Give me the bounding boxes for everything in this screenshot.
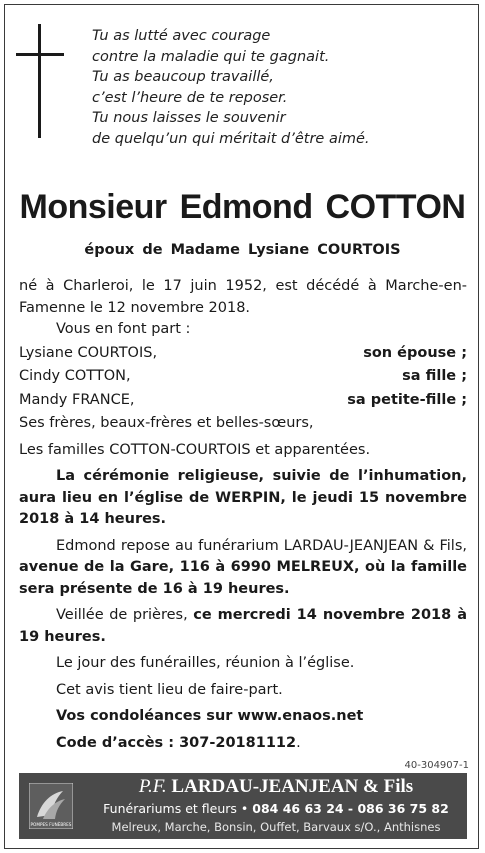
announce-text: Vous en font part :	[56, 321, 191, 337]
poem-line: Tu nous laisses le souvenir	[92, 110, 286, 126]
family-relation: sa petite-fille ;	[347, 391, 467, 408]
poem	[92, 26, 472, 149]
phone-numbers[interactable]: 084 46 63 24 - 086 36 75 82	[252, 801, 449, 816]
family-name: Cindy COTTON,	[19, 368, 131, 384]
family-name: Mandy FRANCE,	[19, 391, 135, 408]
funeral-home-address: avenue de la Gare, 116 à 6990 MELREUX, où la famille sera présente de 16 à 19 heures.	[19, 559, 467, 597]
services-line	[91, 801, 461, 816]
poem-line: Tu as lutté avec courage	[92, 28, 271, 44]
condolences-text	[19, 706, 467, 728]
family-row	[19, 343, 467, 365]
families-text: Les familles COTTON-COURTOIS et apparentées.	[19, 441, 371, 458]
deceased-name: Monsieur Edmond COTTON	[19, 188, 466, 226]
siblings-text: Ses frères, beaux-frères et belles-sœurs,	[19, 415, 314, 431]
locations-line: Melreux, Marche, Bonsin, Ouffet, Barvaux s/O., Anthisnes	[111, 820, 441, 834]
family-name: Lysiane COURTOIS,	[19, 344, 158, 361]
poem-line: c’est l’heure de te reposer.	[92, 89, 288, 106]
spouse-line: époux de Madame Lysiane COURTOIS	[84, 242, 401, 258]
access-code-text	[19, 733, 467, 755]
pf-label: P.F.	[138, 776, 167, 797]
vigil-intro: Veillée de prières,	[56, 607, 194, 623]
company-label: LARDAU-JEANJEAN & Fils	[171, 776, 414, 797]
company-name	[91, 776, 461, 798]
notice-note: Cet avis tient lieu de faire-part.	[56, 681, 283, 698]
access-code: Code d’accès : 307-20181112	[56, 734, 297, 751]
family-relation: son épouse ;	[363, 344, 467, 361]
family-row	[19, 366, 467, 388]
family-row	[19, 390, 467, 412]
poem-line: contre la maladie qui te gagnait.	[92, 48, 330, 65]
services-label: Funérariums et fleurs •	[103, 801, 249, 816]
cross-icon	[14, 24, 66, 138]
vigil-text	[19, 605, 467, 648]
poem-line: Tu as beaucoup travaillé,	[92, 69, 274, 85]
notice-body	[19, 276, 467, 754]
birth-death-text: né à Charleroi, le 17 juin 1952, est décédé à Marche-en-Famenne le 12 novembre 2018.	[19, 278, 467, 316]
logo-text: POMPES FUNÈBRES	[30, 822, 72, 827]
poem-line: de quelqu’un qui méritait d’être aimé.	[92, 130, 370, 147]
condolences-link[interactable]: Vos condoléances sur www.enaos.net	[56, 708, 364, 724]
vigil-date: ce mercredi 14 novembre 2018 à 19 heures.	[19, 607, 467, 645]
reference-number: 40-304907-1	[404, 760, 469, 771]
ceremony-text	[19, 466, 467, 531]
ceremony-bold: La cérémonie religieuse, suivie de l’inhumation, aura lieu en l’église de WERPIN, le jeudi 15 novembre 2018 à 14 heures.	[19, 468, 467, 527]
funeral-director-footer	[19, 773, 467, 839]
family-relation: sa fille ;	[402, 368, 467, 384]
pompes-funebres-logo	[29, 783, 73, 829]
access-code-end: .	[296, 734, 301, 751]
funeral-home-text	[19, 536, 467, 601]
meeting-text: Le jour des funérailles, réunion à l’église.	[56, 655, 355, 671]
funeral-home-intro: Edmond repose au funérarium LARDAU-JEANJEAN & Fils,	[56, 537, 467, 554]
